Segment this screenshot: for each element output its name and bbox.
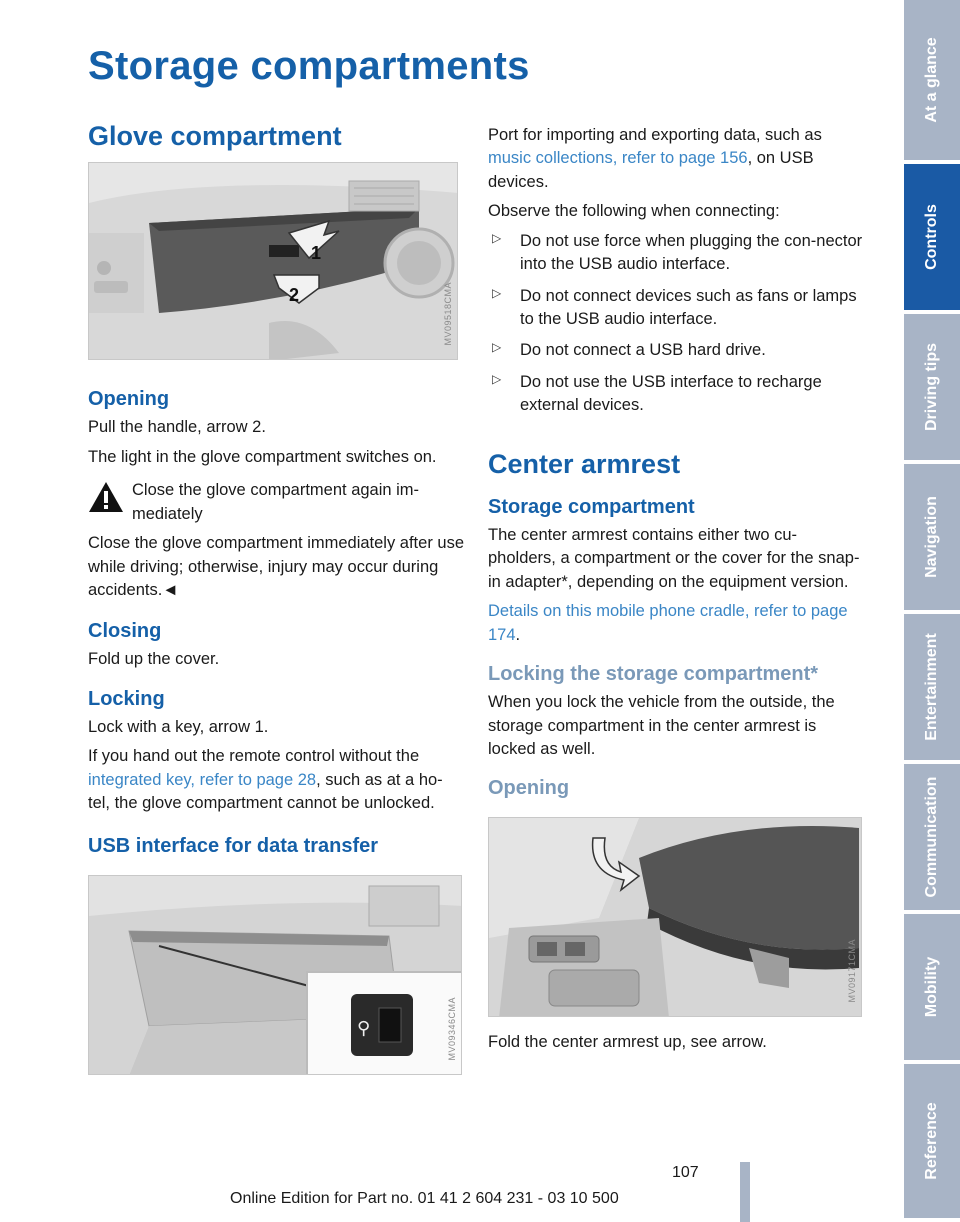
tab-label: Driving tips: [923, 342, 940, 432]
figure-code: MV09518CMA: [443, 281, 453, 346]
subheading-opening: Opening: [88, 388, 170, 411]
tab-label: Reference: [923, 1102, 940, 1180]
text: Do not connect a USB hard drive.: [520, 341, 766, 360]
tab-driving-tips[interactable]: [904, 314, 960, 464]
paragraph: The center armrest contains either two cu-pholders, a compartment or the cover for the snap-in adapter*, depending on the equipment version.: [488, 526, 860, 591]
link-phone-cradle[interactable]: Details on this mobile phone cradle, refer to page 174: [488, 602, 848, 644]
svg-text:⚲: ⚲: [357, 1018, 371, 1040]
text: Do not use the USB interface to recharge external devices.: [520, 372, 822, 415]
subheading-locking-storage: Locking the storage compartment*: [488, 663, 819, 686]
paragraph: Fold the center armrest up, see arrow.: [488, 1033, 767, 1052]
right-column: [488, 124, 864, 1061]
paragraph: [488, 600, 864, 647]
paragraph: Lock with a key, arrow 1.: [88, 717, 269, 736]
link-integrated-key[interactable]: integrated key, refer to page 28: [88, 770, 317, 789]
link-music-collections[interactable]: music collections, refer to page 156: [488, 149, 748, 168]
figure-code: MV09171CMA: [847, 938, 857, 1003]
chapter-tabs: [904, 0, 960, 1222]
list-item: [488, 339, 864, 362]
tab-label: Navigation: [923, 496, 940, 578]
tab-label: Mobility: [923, 956, 940, 1018]
tab-communication[interactable]: [904, 764, 960, 914]
paragraph: Observe the following when connecting:: [488, 202, 780, 221]
bullet-triangle-icon: ▷: [492, 340, 502, 355]
tab-mobility[interactable]: [904, 914, 960, 1064]
left-column: [88, 120, 464, 1075]
tab-navigation[interactable]: [904, 464, 960, 614]
footer-text: Online Edition for Part no. 01 41 2 604 231 - 03 10 500: [230, 1190, 619, 1207]
warning-body: Close the glove compartment immediately after use while driving; otherwise, injury may occur during accidents.◄: [88, 534, 465, 599]
list-item: [488, 285, 864, 332]
glove-compartment-illustration: [88, 162, 458, 360]
tab-label: Entertainment: [923, 633, 940, 741]
paragraph: [88, 745, 464, 815]
glove-compartment-drawing: [89, 163, 458, 360]
bullet-list: [488, 230, 864, 418]
usb-interface-drawing: [89, 876, 462, 1075]
svg-text:1: 1: [311, 243, 322, 264]
subheading-locking: Locking: [88, 687, 165, 710]
tab-at-a-glance[interactable]: [904, 0, 960, 164]
warning-block: [88, 479, 464, 526]
list-item: [488, 371, 864, 418]
text: Port for importing and exporting data, such as: [488, 126, 822, 144]
paragraph: Pull the handle, arrow 2.: [88, 418, 266, 437]
subheading-closing: Closing: [88, 620, 162, 643]
tab-label: At a glance: [923, 37, 940, 123]
page-title: Storage compartments: [88, 44, 530, 88]
figure-code: MV09346CMA: [447, 996, 457, 1061]
usb-interface-illustration: [88, 875, 462, 1075]
list-item: [488, 230, 864, 277]
svg-text:2: 2: [289, 285, 300, 306]
subheading-storage: Storage compartment: [488, 496, 695, 519]
paragraph: Fold up the cover.: [88, 650, 220, 669]
bullet-triangle-icon: ▷: [492, 230, 502, 245]
paragraph: [488, 124, 864, 194]
section-title-center-armrest: Center armrest: [488, 448, 681, 479]
bullet-triangle-icon: ▷: [492, 285, 502, 300]
warning-triangle-icon: [88, 481, 124, 513]
subheading-usb: USB interface for data transfer: [88, 835, 379, 858]
paragraph: The light in the glove compartment switches on.: [88, 447, 437, 466]
tab-label: Controls: [923, 204, 940, 270]
text: , on USB devices.: [488, 149, 814, 191]
armrest-drawing: [489, 818, 862, 1017]
subheading-opening-armrest: Opening: [488, 777, 570, 800]
tab-reference[interactable]: [904, 1064, 960, 1222]
text: Do not use force when plugging the con-nector into the USB audio interface.: [520, 231, 863, 274]
bullet-triangle-icon: ▷: [492, 371, 502, 386]
tab-label: Communication: [923, 776, 940, 898]
page-number-bar: [740, 1162, 750, 1222]
text: .: [515, 625, 521, 644]
page-number: 107: [672, 1164, 699, 1181]
text: If you hand out the remote control without the: [88, 747, 420, 766]
text: Do not connect devices such as fans or lamps to the USB audio interface.: [520, 286, 857, 328]
tab-controls[interactable]: [904, 164, 960, 314]
text: , such as at a ho-tel, the glove compartment cannot be unlocked.: [88, 770, 443, 813]
paragraph: When you lock the vehicle from the outside, the storage compartment in the center armrest is locked as well.: [488, 693, 835, 758]
section-title-glove-compartment: Glove compartment: [88, 121, 342, 151]
tab-entertainment[interactable]: [904, 614, 960, 764]
warning-title: Close the glove compartment again im-mediately: [132, 481, 420, 523]
armrest-illustration: [488, 817, 862, 1017]
